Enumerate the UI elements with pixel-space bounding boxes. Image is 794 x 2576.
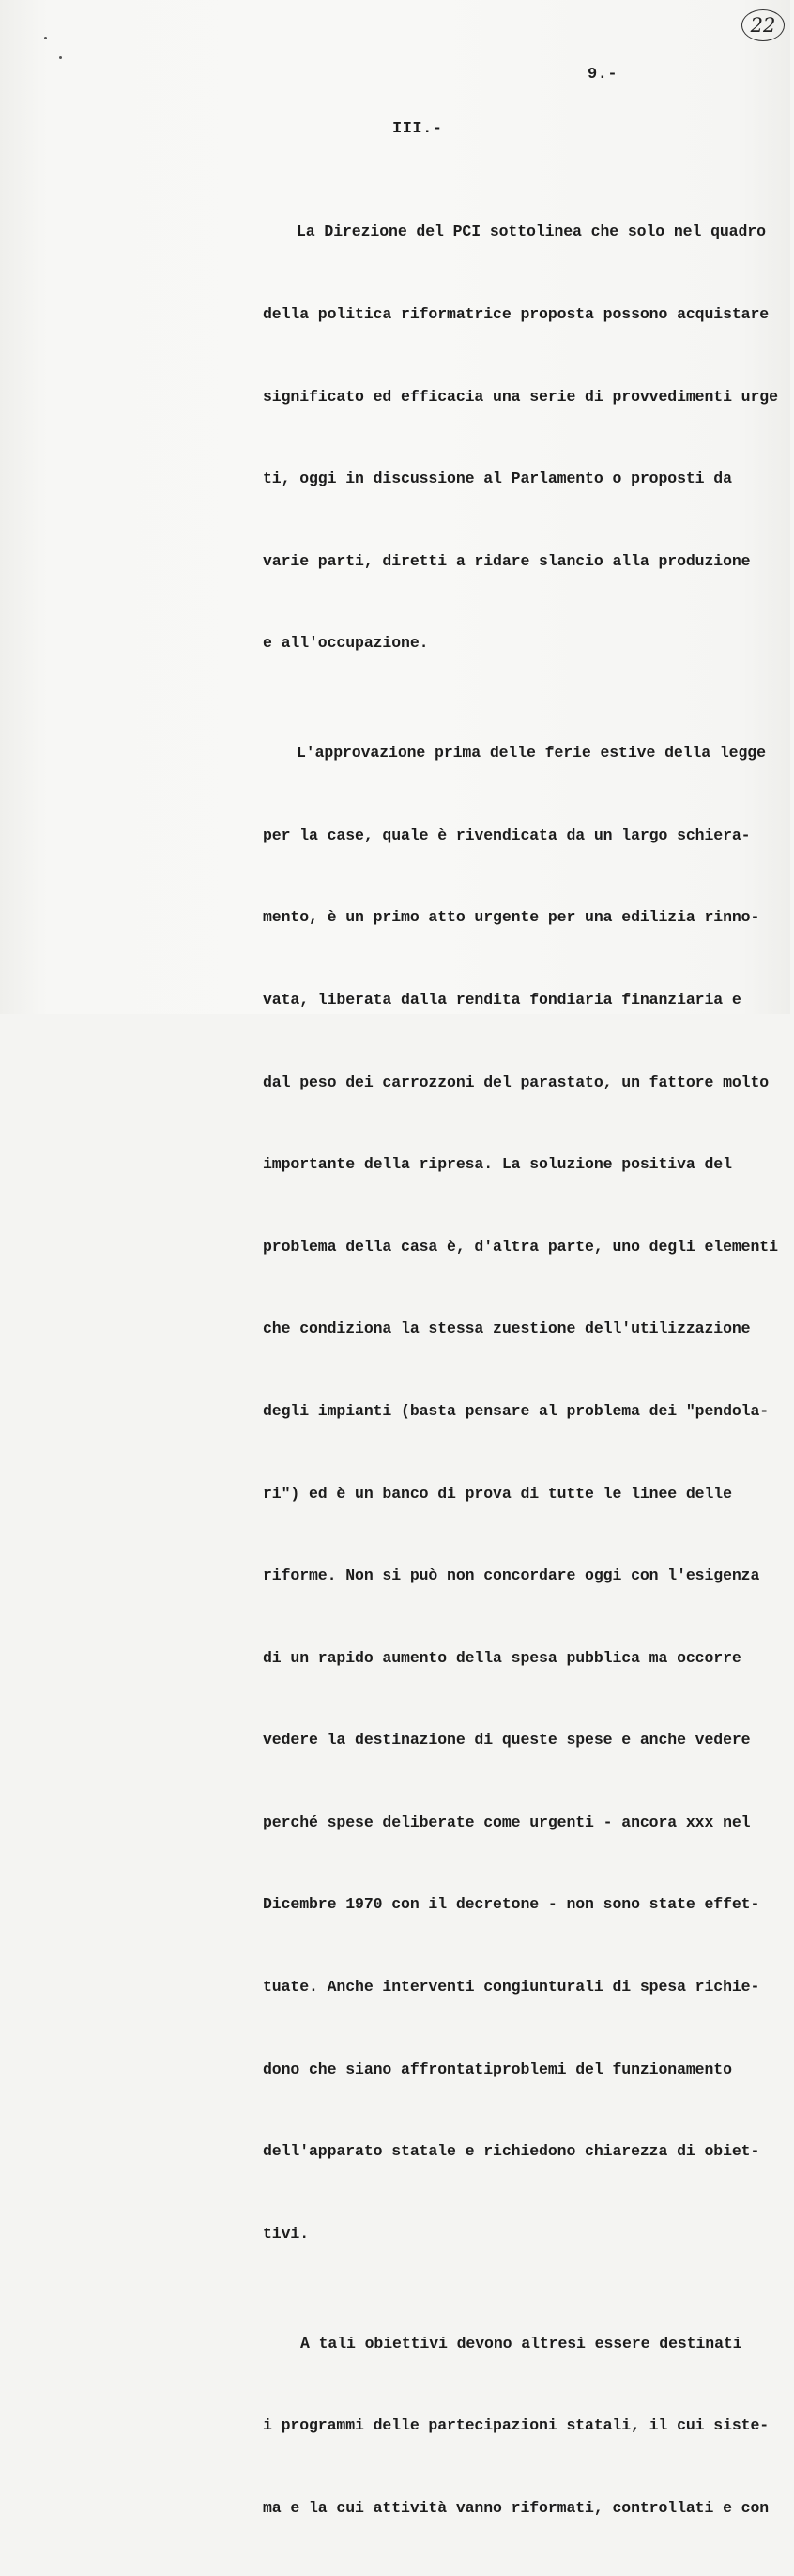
text-line: significato ed efficacia una serie di provvedimenti urge: [263, 387, 778, 406]
text-line: che condiziona la stessa zuestione dell'utilizzazione: [263, 1319, 751, 1338]
paper-speck: [59, 56, 62, 59]
text-line: A tali obiettivi devono altresì essere destinati: [300, 2334, 742, 2352]
text-line: problema della casa è, d'altra parte, uno degli elementi: [263, 1237, 778, 1256]
text-line: dono che siano affrontatiproblemi del funzionamento: [263, 2059, 732, 2078]
text-line: tivi.: [263, 2224, 310, 2243]
archive-number-stamp: 22: [741, 9, 785, 41]
text-line: dal peso dei carrozzoni del parastato, un fattore molto: [263, 1072, 770, 1091]
text-line: per la case, quale è rivendicata da un largo schiera-: [263, 825, 751, 844]
text-line: ti, oggi in discussione al Parlamento o proposti da: [263, 470, 732, 488]
paper-speck: [44, 37, 47, 39]
section-heading: III.-: [392, 120, 443, 138]
text-line: degli impianti (basta pensare al problema dei "pendola-: [263, 1401, 770, 1420]
text-line: L'approvazione prima delle ferie estive della legge: [297, 744, 766, 763]
body-text: [263, 163, 794, 2576]
text-line: vedere la destinazione di queste spese e anche vedere: [263, 1731, 751, 1750]
text-line: riforme. Non si può non concordare oggi con l'esigenza: [263, 1566, 760, 1585]
text-line: perché spese deliberate come urgenti - ancora xxx nel: [263, 1812, 751, 1831]
text-line: Dicembre 1970 con il decretone - non sono state effet-: [263, 1895, 760, 1914]
text-line: vata, liberata dalla rendita fondiaria finanziaria e: [263, 990, 741, 1009]
text-line: mento, è un primo atto urgente per una edilizia rinno-: [263, 908, 760, 927]
text-line: tuate. Anche interventi congiunturali di spesa richie-: [263, 1978, 760, 1997]
text-line: varie parti, diretti a ridare slancio alla produzione: [263, 551, 751, 570]
text-line: La Direzione del PCI sottolinea che solo nel quadro: [297, 223, 766, 241]
text-line: della politica riformatrice proposta possono acquistare: [263, 305, 770, 323]
text-line: ma e la cui attività vanno riformati, controllati e con: [263, 2498, 770, 2517]
text-line: importante della ripresa. La soluzione positiva del: [263, 1155, 732, 1174]
text-line: dell'apparato statale e richiedono chiarezza di obiet-: [263, 2142, 760, 2161]
page-number: 9.-: [588, 66, 618, 84]
text-line: i programmi delle partecipazioni statali, il cui siste-: [263, 2416, 770, 2435]
text-line: e all'occupazione.: [263, 634, 429, 653]
text-line: di un rapido aumento della spesa pubblica ma occorre: [263, 1648, 741, 1667]
text-line: ri") ed è un banco di prova di tutte le linee delle: [263, 1484, 732, 1503]
